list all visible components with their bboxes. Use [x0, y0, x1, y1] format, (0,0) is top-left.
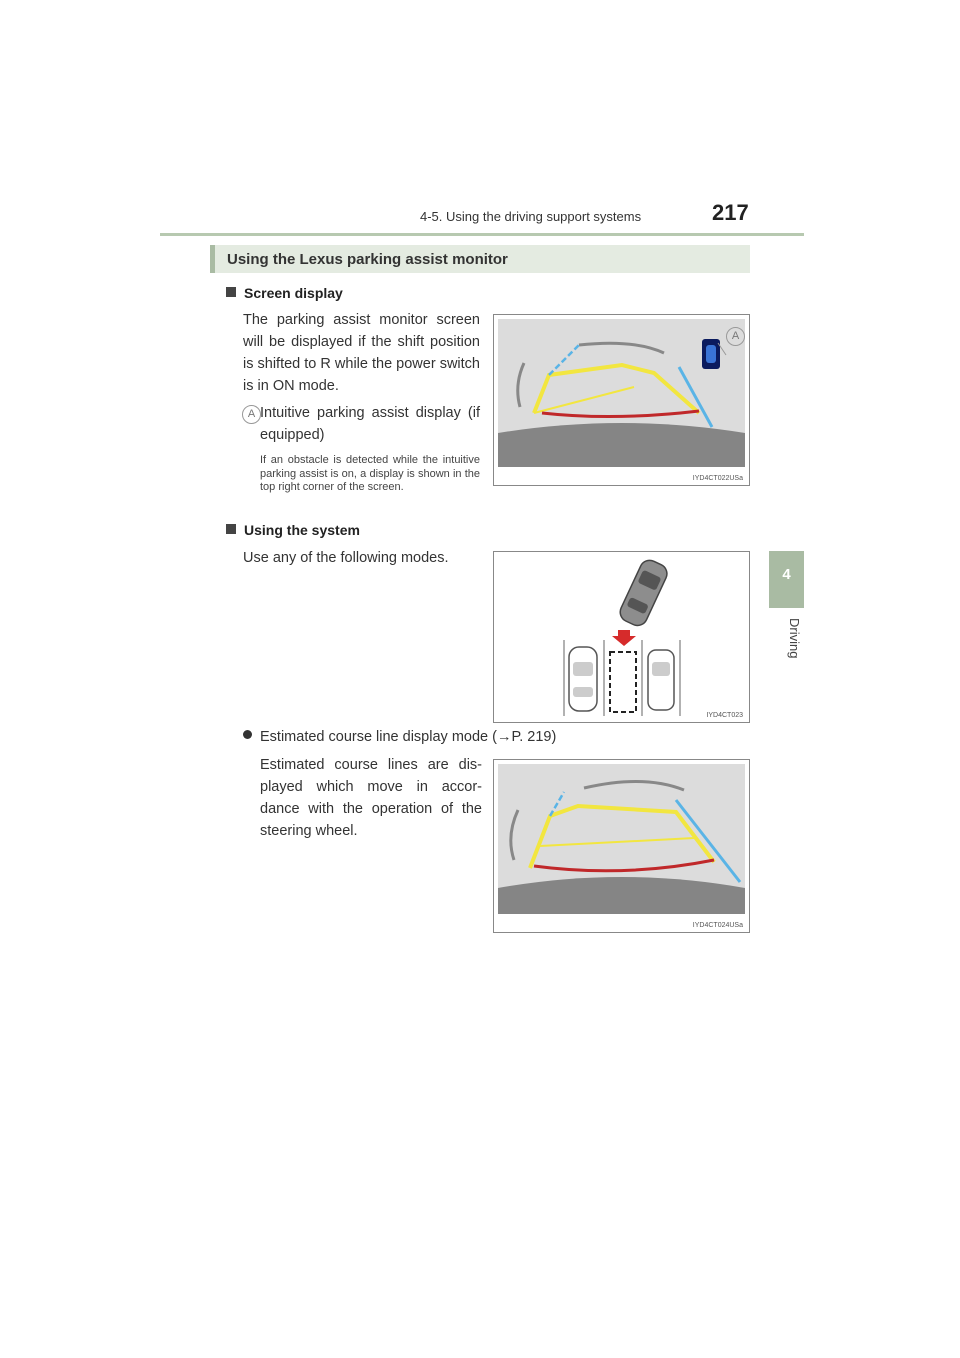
- section-title-bar: [210, 245, 750, 273]
- square-bullet-icon: [226, 524, 236, 534]
- chapter-number: 4: [782, 566, 791, 583]
- parking-lot-illustration: [494, 552, 749, 722]
- item-badge-a: A: [242, 405, 261, 424]
- using-system-text: Use any of the following modes.: [243, 550, 449, 566]
- page-number: 217: [712, 200, 749, 225]
- figure-parking-lot: [493, 551, 750, 723]
- estimated-course-illustration: [494, 760, 749, 932]
- reversing-car: [617, 557, 670, 629]
- figure-monitor-screen: [493, 314, 750, 486]
- subheading-using-system: Using the system: [226, 522, 360, 538]
- section-title: Using the Lexus parking assist monitor: [227, 251, 508, 268]
- monitor-screen-illustration: [494, 315, 749, 485]
- item-a-text: Intuitive parking assist display (if equipped): [260, 405, 480, 443]
- square-bullet-icon: [226, 287, 236, 297]
- parked-car-right: [648, 650, 674, 710]
- target-parking-space: [610, 652, 636, 712]
- round-bullet-icon: [243, 730, 252, 739]
- direction-arrow-icon: [612, 630, 636, 646]
- chapter-label: Driving: [787, 618, 802, 659]
- figure-code: IYD4CT023: [706, 712, 743, 719]
- figure-estimated-course: [493, 759, 750, 933]
- parked-car-left: [569, 647, 597, 711]
- figure-code: IYD4CT024USa: [692, 922, 743, 929]
- mode-bullet: Estimated course line display mode (→P. 219): [243, 729, 556, 745]
- estimated-mode-text: Estimated course lines are dis-played which move in accor-dance with the operation of the steering wheel.: [260, 757, 482, 839]
- screen-display-text: The parking assist monitor screen will be displayed if the shift position is shifted to R while the power switch is in ON mode.: [243, 312, 480, 394]
- figure-callout-a: A: [726, 327, 745, 346]
- running-header: 4-5. Using the driving support systems: [420, 209, 642, 224]
- bumper-area: [498, 877, 745, 914]
- bumper-area: [498, 423, 745, 467]
- item-a-note: If an obstacle is detected while the intuitive parking assist is on, a display is shown in the top right corner of the screen.: [260, 454, 480, 493]
- subheading-screen-display: Screen display: [226, 285, 343, 301]
- header-rule: [160, 233, 804, 236]
- figure-code: IYD4CT022USa: [692, 475, 743, 482]
